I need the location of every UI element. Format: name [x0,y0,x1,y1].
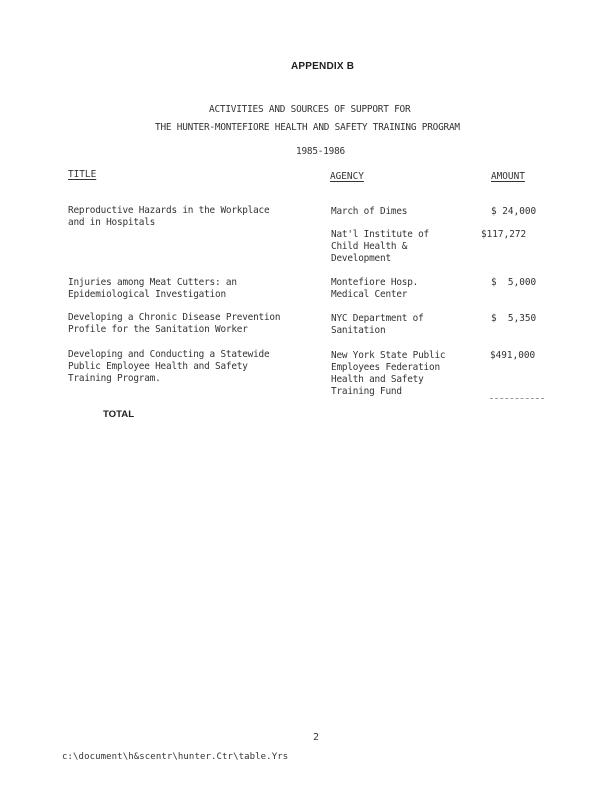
row-5-title: Developing and Conducting a Statewide Public Employee Health and Safety Training Program. [68,349,270,384]
row-3-agency: Montefiore Hosp. Medical Center [331,277,419,300]
document-title-line-2: THE HUNTER-MONTEFIORE HEALTH AND SAFETY TRAINING PROGRAM [155,122,460,133]
row-5-amount: $491,000 [490,350,536,361]
row-1-title: Reproductive Hazards in the Workplace and in Hospitals [68,205,270,228]
file-path-footer: c:\document\h&scentr\hunter.Ctr\table.Yrs [62,752,289,762]
row-3-title: Injuries among Meat Cutters: an Epidemiological Investigation [68,277,237,300]
document-title-line-1: ACTIVITIES AND SOURCES OF SUPPORT FOR [209,104,411,115]
row-1-agency: March of Dimes [331,206,408,217]
document-years: 1985-1986 [296,146,345,157]
column-header-amount: AMOUNT [491,171,525,182]
column-header-title: TITLE [68,169,97,180]
column-header-agency: AGENCY [330,171,364,182]
row-5-agency: New York State Public Employees Federation Health and Safety Training Fund [331,350,446,397]
page-number: 2 [313,732,320,743]
row-4-amount: $ 5,350 [491,313,537,324]
row-3-amount: $ 5,000 [491,277,537,288]
appendix-label: APPENDIX B [291,61,355,72]
total-label: TOTAL [103,409,135,420]
row-1-amount: $ 24,000 [491,206,537,217]
row-2-agency: Nat'l Institute of Child Health & Development [331,229,429,264]
total-underline [490,398,544,399]
row-4-title: Developing a Chronic Disease Prevention Profile for the Sanitation Worker [68,312,281,335]
row-4-agency: NYC Department of Sanitation [331,313,424,336]
row-2-amount: $117,272 [481,229,527,240]
